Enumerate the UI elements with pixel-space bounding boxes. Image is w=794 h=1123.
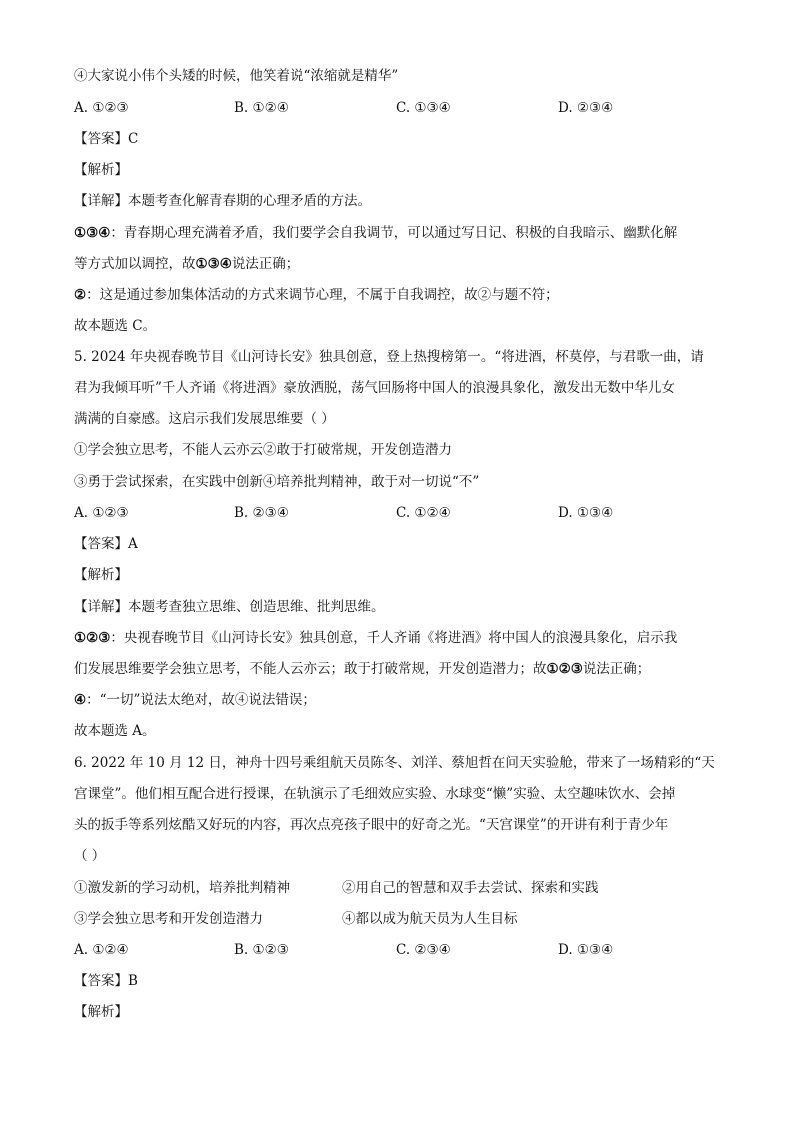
- q5-answer: 【答案】A: [74, 536, 138, 552]
- q5-choices: [74, 503, 724, 523]
- q6-stem-line-2: 宫课堂”。他们相互配合进行授课，在轨演示了毛细效应实验、水球变“懒”实验、太空趣味饮水、会掉: [74, 786, 676, 802]
- q5-items-line-1: ①学会独立思考，不能人云亦云②敢于打破常规，开发创造潜力: [74, 442, 452, 458]
- q4-explanation-1: [74, 223, 724, 243]
- q4-choice-d: D. ②③④: [558, 100, 614, 116]
- q6-choice-d: D. ①③④: [558, 942, 614, 958]
- q5-choice-b: B. ②③④: [234, 505, 289, 521]
- q6-choice-a: A. ①②④: [74, 942, 129, 958]
- q5-choice-d: D. ①③④: [558, 505, 614, 521]
- q5-choice-a: A. ①②③: [74, 505, 129, 521]
- q4-choices: [74, 98, 724, 118]
- q5-analysis-label: 【解析】: [74, 567, 128, 583]
- q5-exp1-bold: ①②③: [74, 630, 111, 646]
- q6-item-3: ③学会独立思考和开发创造潜力: [74, 911, 263, 927]
- q6-item-2: ②用自己的智慧和双手去尝试、探索和实践: [342, 880, 599, 896]
- q6-answer: 【答案】B: [74, 973, 138, 989]
- q4-explanation-2: [74, 285, 724, 305]
- q4-conclusion: 故本题选 C。: [74, 318, 157, 334]
- q6-items-row-2: [74, 909, 724, 929]
- q5-explanation-1-cont: [74, 659, 724, 679]
- q6-stem-line-4: （ ）: [74, 848, 106, 864]
- q4-exp1-bold: ①③④: [74, 225, 111, 241]
- q5-exp1-text: ：央视春晚节目《山河诗长安》独具创意，千人齐诵《将进酒》将中国人的浪漫具象化，启示我: [110, 630, 678, 646]
- q4-exp1-line2-b: 说法正确；: [231, 256, 300, 272]
- q6-choices: [74, 940, 724, 960]
- q6-choice-b: B. ①②③: [234, 942, 289, 958]
- q5-exp1-line2-b: 说法正确；: [582, 661, 651, 677]
- q5-stem-line-2: 君为我倾耳听”千人齐诵《将进酒》豪放洒脱，荡气回肠将中国人的浪漫具象化，激发出无数中华儿女: [74, 380, 675, 396]
- q5-stem-line-1: 5. 2024 年央视春晚节目《山河诗长安》独具创意，登上热搜榜第一。“将进酒，杯莫停，与君歌一曲，请: [74, 349, 704, 365]
- q4-choice-c: C. ①③④: [396, 100, 451, 116]
- q5-exp2-text: ：“一切”说法太绝对，故④说法错误；: [86, 692, 316, 708]
- q4-exp1-line2-bold: ①③④: [195, 256, 232, 272]
- q6-item-1: ①激发新的学习动机，培养批判精神: [74, 880, 290, 896]
- q4-detail: 【详解】本题考查化解青春期的心理矛盾的方法。: [74, 193, 371, 209]
- q5-exp1-line2-bold: ①②③: [546, 661, 583, 677]
- q5-choice-c: C. ①②④: [396, 505, 451, 521]
- q4-exp1-text: ：青春期心理充满着矛盾，我们要学会自我调节，可以通过写日记、积极的自我暗示、幽默化解: [110, 225, 678, 241]
- q5-items-line-2: ③勇于尝试探索，在实践中创新④培养批判精神，敢于对一切说“不”: [74, 474, 480, 490]
- q6-items-row-1: [74, 878, 724, 898]
- q6-choice-c: C. ②③④: [396, 942, 451, 958]
- q6-item-4: ④都以成为航天员为人生目标: [342, 911, 518, 927]
- q4-option-item-4: ④大家说小伟个头矮的时候，他笑着说“浓缩就是精华”: [74, 68, 399, 84]
- q4-choice-a: A. ①②③: [74, 100, 129, 116]
- q4-answer: 【答案】C: [74, 131, 139, 147]
- q4-exp2-text: ：这是通过参加集体活动的方式来调节心理，不属于自我调控，故②与题不符；: [86, 287, 559, 303]
- q5-exp1-line2-a: 们发展思维要学会独立思考，不能人云亦云；敢于打破常规，开发创造潜力；故: [74, 661, 547, 677]
- q6-stem-line-1: 6. 2022 年 10 月 12 日，神舟十四号乘组航天员陈冬、刘洋、蔡旭哲在问天实验舱，带来了一场精彩的“天: [74, 755, 715, 771]
- q5-conclusion: 故本题选 A。: [74, 723, 156, 739]
- q5-explanation-1: [74, 628, 724, 648]
- q6-analysis-label: 【解析】: [74, 1004, 128, 1020]
- q5-stem-line-3: 满满的自豪感。这启示我们发展思维要（ ）: [74, 411, 335, 427]
- q4-exp2-bold: ②: [74, 287, 87, 303]
- q4-analysis-label: 【解析】: [74, 162, 128, 178]
- q5-exp2-bold: ④: [74, 692, 87, 708]
- q6-stem-line-3: 头的扳手等系列炫酷又好玩的内容，再次点亮孩子眼中的好奇之光。“天宫课堂”的开讲有利于青少年: [74, 817, 669, 833]
- q4-choice-b: B. ①②④: [234, 100, 289, 116]
- q5-detail: 【详解】本题考查独立思维、创造思维、批判思维。: [74, 599, 385, 615]
- q4-explanation-1-cont: [74, 254, 724, 274]
- q5-explanation-2: [74, 690, 724, 710]
- q4-exp1-line2-a: 等方式加以调控，故: [74, 256, 196, 272]
